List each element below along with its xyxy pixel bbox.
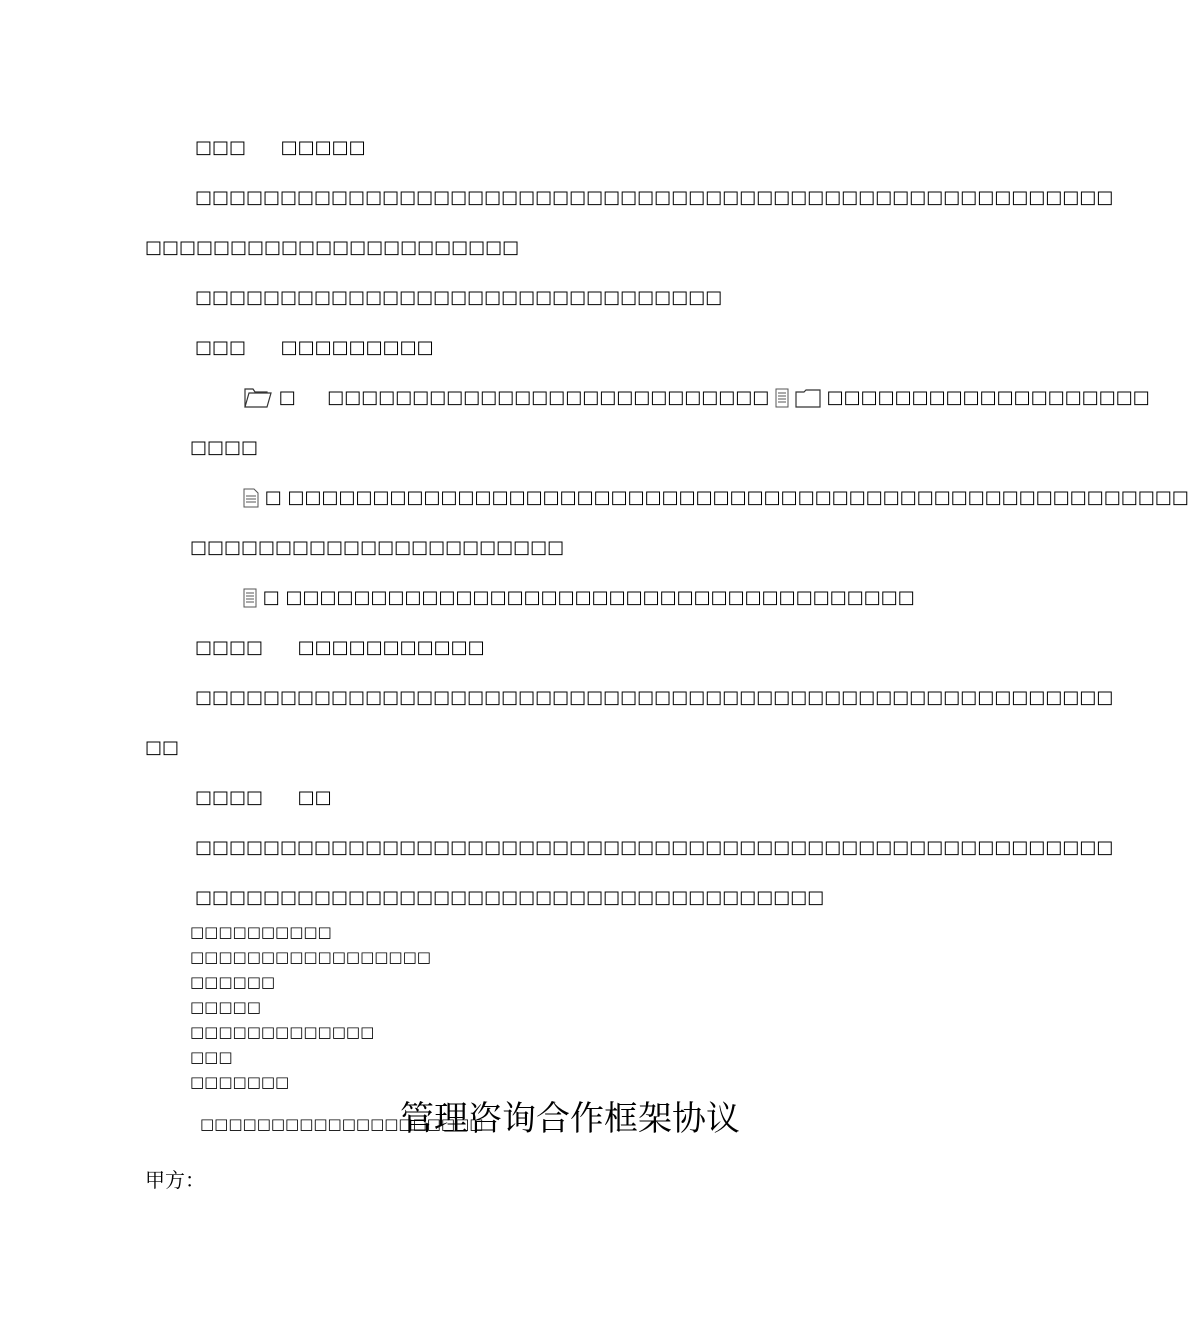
small-line: □□□□□□□□□□□□□□□□□ xyxy=(190,948,431,966)
document-lines-icon xyxy=(775,388,789,408)
small-line: □□□□□□□ xyxy=(190,1073,290,1091)
folder-icon xyxy=(795,388,821,408)
list-marker: □ xyxy=(264,487,282,508)
paragraph-line: □□□□□□□□□□□□□□□□□□□□□□□□□□□□□□□□□□□□□□□□□□□□□□□□□□□□□□ xyxy=(195,187,1114,208)
section-heading-2 xyxy=(195,336,434,360)
section-heading-3 xyxy=(195,636,485,660)
list-text: □□□□□□□□□□□□□□□□□□□□□□□□□□□□□□□□□□□□□ xyxy=(285,587,915,608)
section-title: □□□□□□□□□ xyxy=(280,337,434,358)
list-marker: □ xyxy=(278,387,296,408)
paragraph-line: □□ xyxy=(145,737,180,758)
small-line: □□□□□□ xyxy=(190,973,276,991)
section-number: □□□ xyxy=(195,137,247,158)
section-title: □□□□□ xyxy=(280,137,366,158)
section-number: □□□ xyxy=(195,337,247,358)
section-title: □□□□□□□□□□□ xyxy=(297,637,485,658)
paragraph-line: □□□□□□□□□□□□□□□□□□□□□□□□□□□□□□□□□□□□□□□□□□□□□□□□□□□□□□ xyxy=(195,687,1114,708)
section-number: □□□□ xyxy=(195,637,264,658)
list-item-1 xyxy=(243,386,1150,410)
section-heading-1 xyxy=(195,136,366,160)
list-item-3 xyxy=(243,586,915,610)
paragraph-line: □□□□ xyxy=(190,437,259,458)
document-title: 管理咨询合作框架协议 xyxy=(400,1099,740,1139)
small-line: □□□□□□□□□□ xyxy=(190,923,332,941)
section-title: □□ xyxy=(297,787,332,808)
small-line: □□□□□ xyxy=(190,998,261,1016)
list-marker: □ xyxy=(262,587,280,608)
paragraph-line: □□□□□□□□□□□□□□□□□□□□□□□□□□□□□□□□□□□□□□□□□□□□□□□□□□□□□□ xyxy=(195,837,1114,858)
party-a-label: 甲方： xyxy=(145,1168,205,1192)
paragraph-line: □□□□□□□□□□□□□□□□□□□□□□□□□□□□□□□ xyxy=(195,287,723,308)
paragraph-line: □□□□□□□□□□□□□□□□□□□□□□ xyxy=(145,237,520,258)
section-number: □□□□ xyxy=(195,787,264,808)
paragraph-line: □□□□□□□□□□□□□□□□□□□□□□□□□□□□□□□□□□□□□ xyxy=(195,887,825,908)
document-icon xyxy=(243,488,259,508)
section-heading-4 xyxy=(195,786,332,810)
small-line: □□□□□□□□□□□□□ xyxy=(190,1023,375,1041)
small-line: □□□ xyxy=(190,1048,233,1066)
list-text: □□□□□□□□□□□□□□□□□□□ xyxy=(826,387,1150,408)
folder-open-icon xyxy=(243,387,273,409)
title-prefix: □□□□□□□□□□□□□□□□□□□□ xyxy=(200,1115,484,1133)
list-item-2 xyxy=(243,486,1189,510)
paragraph-line: □□□□□□□□□□□□□□□□□□□□□□ xyxy=(190,537,565,558)
list-text: □□□□□□□□□□□□□□□□□□□□□□□□□□□□□□□□□□□□□□□□□□□□□□□□□□□□□ xyxy=(287,487,1189,508)
list-text: □□□□□□□□□□□□□□□□□□□□□□□□□□ xyxy=(327,387,770,408)
document-lines-icon xyxy=(243,588,257,608)
